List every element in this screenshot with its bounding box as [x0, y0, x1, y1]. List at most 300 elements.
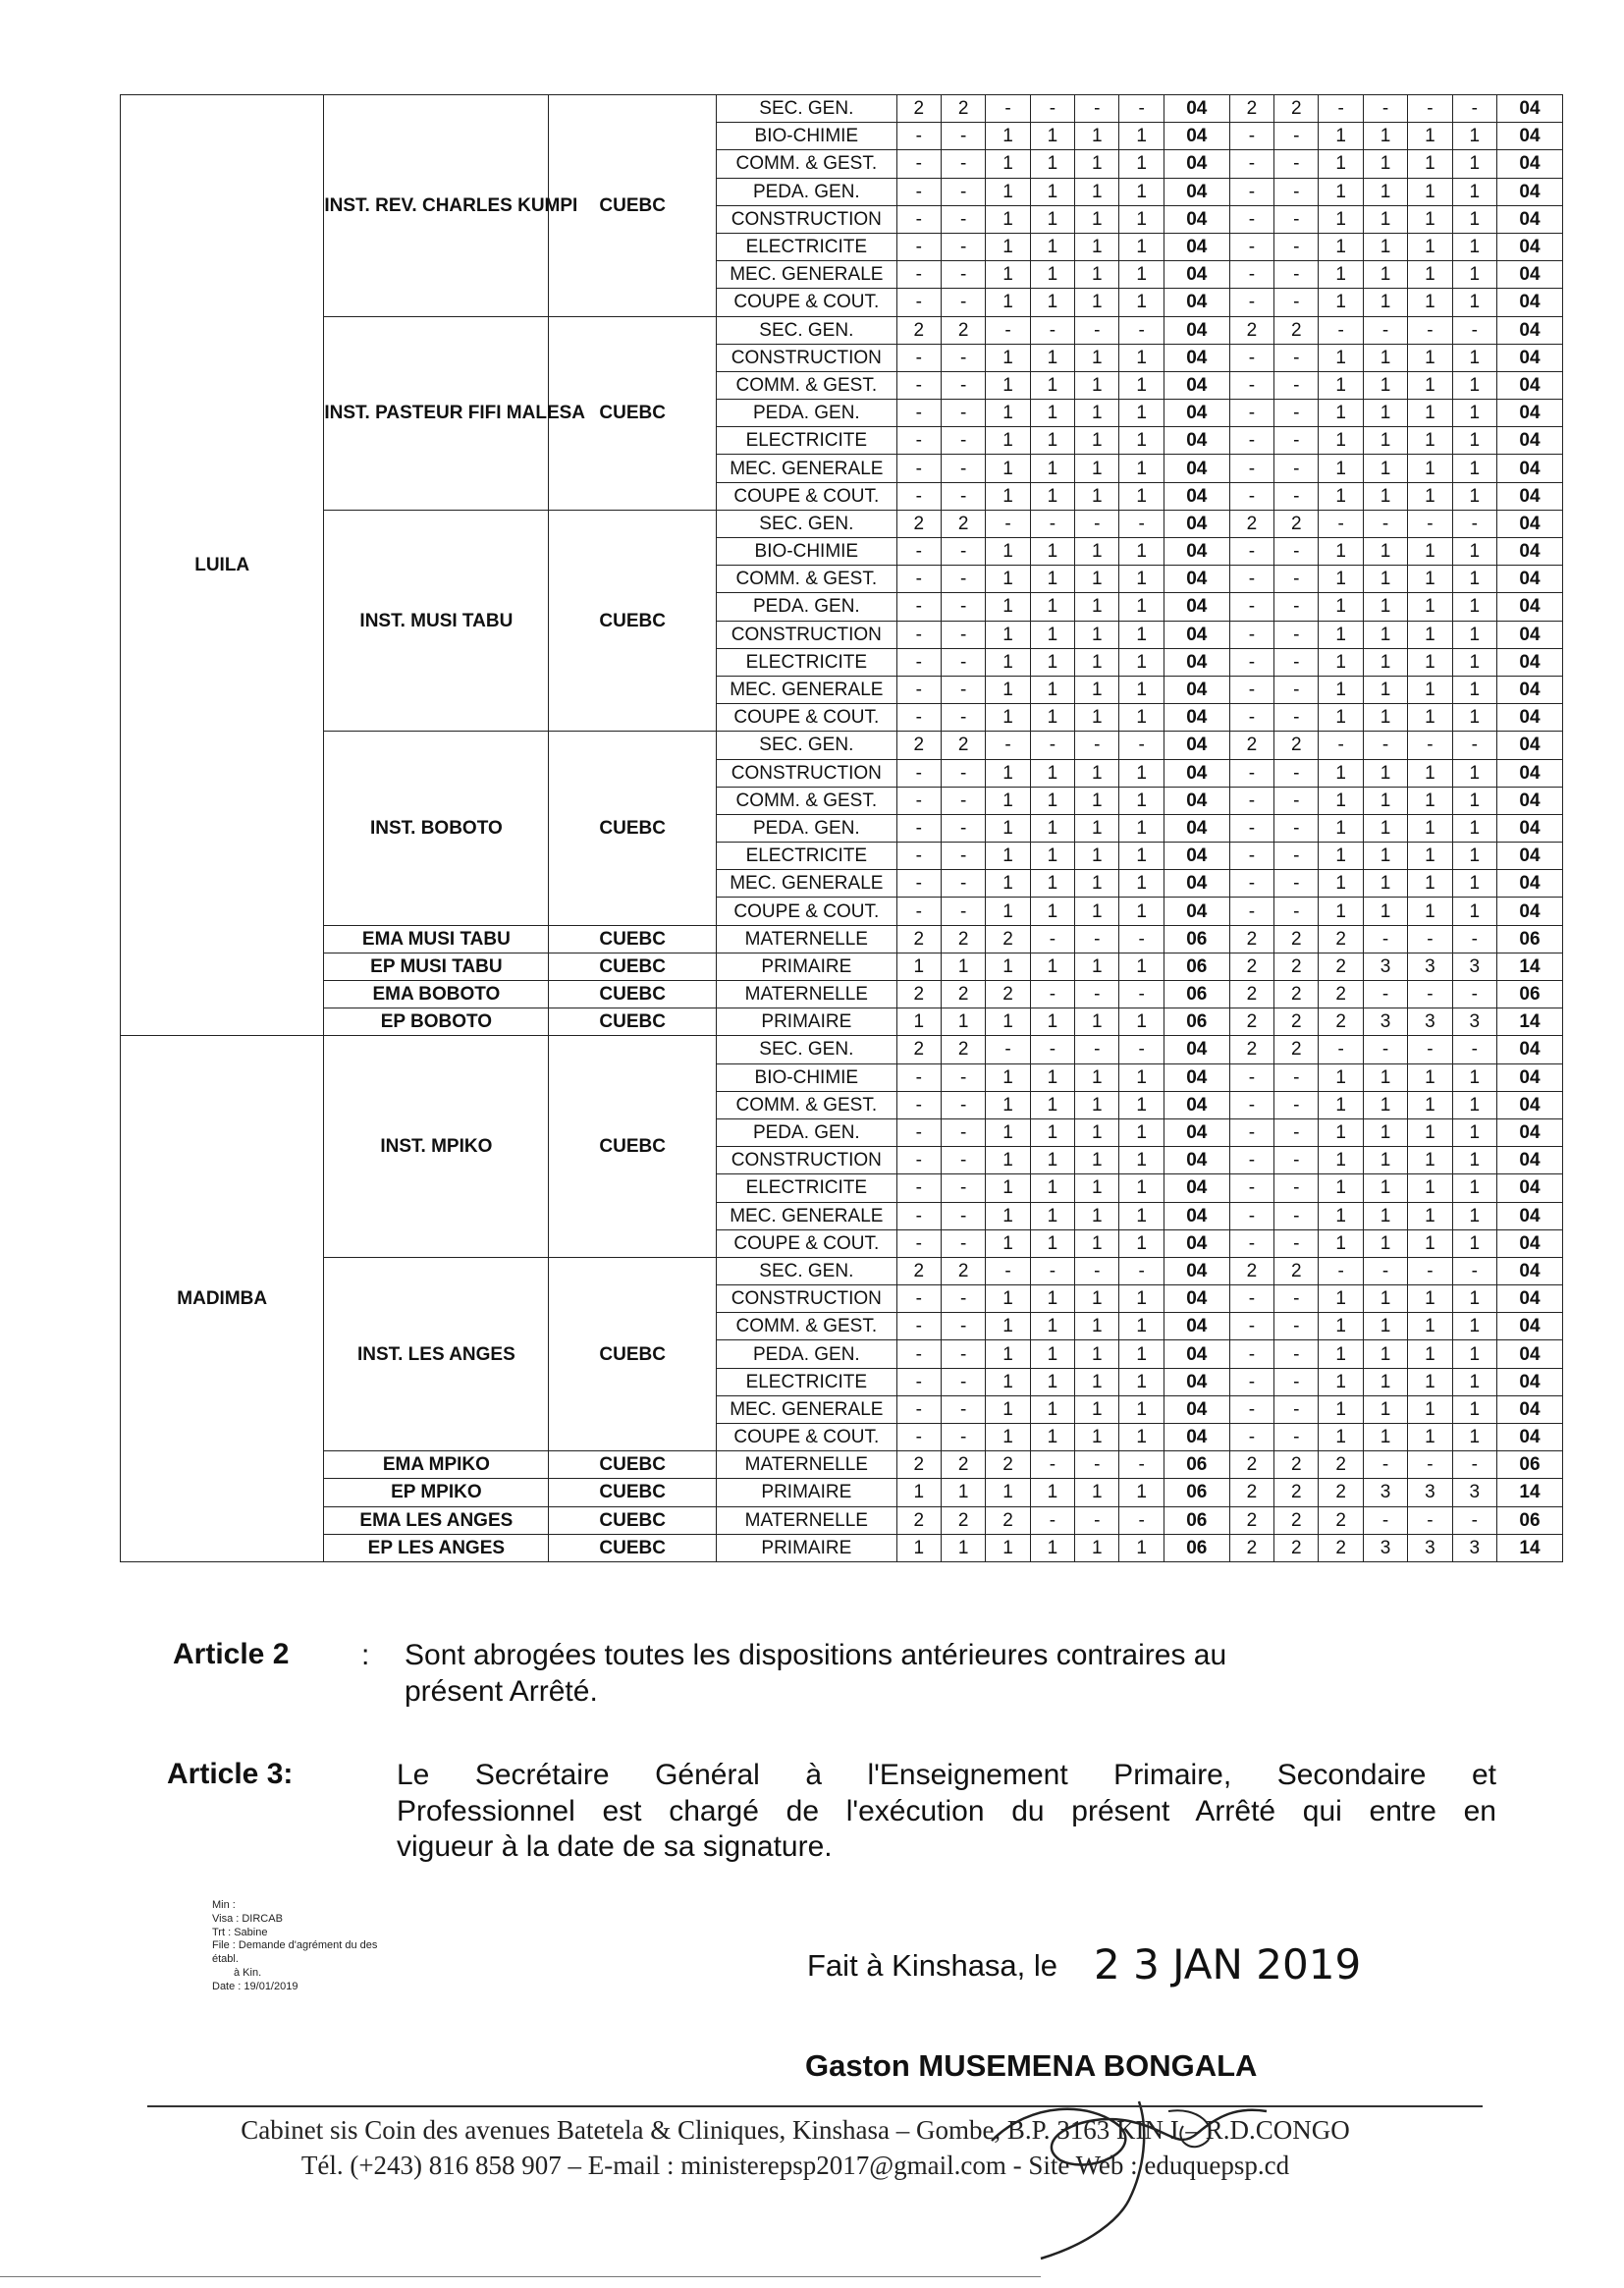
class-count-cell: 1 — [1030, 1118, 1074, 1146]
class-count-cell: 1 — [1408, 787, 1452, 814]
total-cell: 04 — [1496, 870, 1562, 898]
class-count-cell: - — [1274, 621, 1319, 648]
class-count-cell: - — [986, 1036, 1030, 1063]
total-cell: 04 — [1496, 261, 1562, 289]
class-count-cell: 1 — [1319, 371, 1363, 399]
section-cell: BIO-CHIMIE — [717, 538, 897, 566]
class-count-cell: 1 — [986, 870, 1030, 898]
class-count-cell: 1 — [1452, 205, 1496, 233]
section-cell: CONSTRUCTION — [717, 205, 897, 233]
class-count-cell: 1 — [986, 1534, 1030, 1561]
class-count-cell: - — [896, 289, 941, 316]
section-cell: PEDA. GEN. — [717, 593, 897, 621]
network-cell: CUEBC — [549, 1257, 717, 1450]
class-count-cell: - — [1274, 787, 1319, 814]
class-count-cell: 1 — [1319, 814, 1363, 842]
class-count-cell: - — [1229, 1340, 1273, 1368]
section-cell: MEC. GENERALE — [717, 455, 897, 482]
class-count-cell: 1 — [1408, 178, 1452, 205]
class-count-cell: - — [1119, 510, 1164, 537]
class-count-cell: 1 — [1075, 1174, 1119, 1202]
class-count-cell: 3 — [1408, 1008, 1452, 1036]
class-count-cell: - — [1119, 1257, 1164, 1284]
class-count-cell: 1 — [1452, 178, 1496, 205]
class-count-cell: 2 — [1274, 1479, 1319, 1506]
class-count-cell: - — [1452, 925, 1496, 953]
class-count-cell: 1 — [1452, 1174, 1496, 1202]
class-count-cell: - — [942, 400, 986, 427]
class-count-cell: - — [1229, 482, 1273, 510]
class-count-cell: 1 — [1075, 1479, 1119, 1506]
class-count-cell: - — [1274, 150, 1319, 178]
class-count-cell: 1 — [1119, 1395, 1164, 1423]
total-cell: 06 — [1164, 953, 1229, 980]
class-count-cell: - — [942, 344, 986, 371]
total-cell: 04 — [1496, 787, 1562, 814]
class-count-cell: 1 — [1363, 1395, 1407, 1423]
class-count-cell: 1 — [1452, 1063, 1496, 1091]
class-count-cell: 1 — [1119, 566, 1164, 593]
class-count-cell: - — [942, 233, 986, 260]
class-count-cell: - — [1229, 566, 1273, 593]
class-count-cell: - — [1274, 289, 1319, 316]
class-count-cell: - — [942, 870, 986, 898]
class-count-cell: - — [1030, 1036, 1074, 1063]
total-cell: 04 — [1164, 1368, 1229, 1395]
article-3-line-1: Le Secrétaire Général à l'Enseignement Primaire, Secondaire et — [397, 1759, 1496, 1791]
network-cell: CUEBC — [549, 953, 717, 980]
class-count-cell: 1 — [1030, 787, 1074, 814]
class-count-cell: 2 — [1319, 1451, 1363, 1479]
total-cell: 04 — [1496, 1174, 1562, 1202]
class-count-cell: - — [1274, 205, 1319, 233]
class-count-cell: 1 — [1030, 621, 1074, 648]
article-2-line-1: Sont abrogées toutes les dispositions antérieures contraires au — [405, 1639, 1227, 1671]
class-count-cell: - — [1363, 1506, 1407, 1534]
class-count-cell: - — [896, 371, 941, 399]
class-count-cell: 2 — [1319, 1534, 1363, 1561]
class-count-cell: 1 — [1075, 233, 1119, 260]
class-count-cell: 1 — [1452, 843, 1496, 870]
class-count-cell: 1 — [1030, 814, 1074, 842]
section-cell: ELECTRICITE — [717, 233, 897, 260]
table-row — [121, 1257, 1563, 1284]
section-cell: PEDA. GEN. — [717, 1118, 897, 1146]
class-count-cell: - — [986, 95, 1030, 123]
class-count-cell: 2 — [942, 1036, 986, 1063]
class-count-cell: 1 — [1363, 593, 1407, 621]
class-count-cell: - — [942, 427, 986, 455]
class-count-cell: - — [896, 843, 941, 870]
class-count-cell: - — [1452, 1451, 1496, 1479]
class-count-cell: - — [1363, 95, 1407, 123]
class-count-cell: 1 — [1030, 150, 1074, 178]
class-count-cell: 1 — [1119, 178, 1164, 205]
class-count-cell: 1 — [1452, 1368, 1496, 1395]
class-count-cell: - — [1452, 316, 1496, 344]
class-count-cell: - — [942, 178, 986, 205]
class-count-cell: - — [1030, 1257, 1074, 1284]
class-count-cell: - — [1229, 676, 1273, 703]
section-cell: COUPE & COUT. — [717, 482, 897, 510]
class-count-cell: 1 — [1452, 759, 1496, 787]
total-cell: 04 — [1164, 759, 1229, 787]
class-count-cell: 3 — [1408, 953, 1452, 980]
class-count-cell: - — [1408, 1506, 1452, 1534]
network-cell: CUEBC — [549, 925, 717, 953]
class-count-cell: - — [1229, 123, 1273, 150]
class-count-cell: - — [1408, 925, 1452, 953]
class-count-cell: - — [1452, 981, 1496, 1008]
class-count-cell: 1 — [1075, 1313, 1119, 1340]
class-count-cell: - — [1229, 205, 1273, 233]
class-count-cell: 1 — [1319, 1118, 1363, 1146]
class-count-cell: - — [942, 538, 986, 566]
class-count-cell: 1 — [1452, 870, 1496, 898]
class-count-cell: - — [1274, 344, 1319, 371]
total-cell: 04 — [1164, 400, 1229, 427]
class-count-cell: 1 — [1030, 898, 1074, 925]
class-count-cell: 1 — [1030, 289, 1074, 316]
class-count-cell: - — [986, 510, 1030, 537]
class-count-cell: 1 — [1408, 1424, 1452, 1451]
class-count-cell: - — [896, 1368, 941, 1395]
class-count-cell: - — [1229, 1118, 1273, 1146]
class-count-cell: 1 — [1408, 814, 1452, 842]
class-count-cell: - — [942, 150, 986, 178]
class-count-cell: 2 — [896, 925, 941, 953]
class-count-cell: 2 — [1319, 1008, 1363, 1036]
class-count-cell: - — [942, 1202, 986, 1229]
file-memo — [212, 1899, 377, 1993]
class-count-cell: 1 — [1452, 1229, 1496, 1257]
class-count-cell: - — [1363, 981, 1407, 1008]
section-cell: SEC. GEN. — [717, 510, 897, 537]
class-count-cell: 1 — [1452, 427, 1496, 455]
class-count-cell: - — [1274, 759, 1319, 787]
section-cell: MEC. GENERALE — [717, 1202, 897, 1229]
class-count-cell: 3 — [1363, 953, 1407, 980]
class-count-cell: - — [942, 1147, 986, 1174]
class-count-cell: 1 — [1452, 787, 1496, 814]
total-cell: 04 — [1496, 1313, 1562, 1340]
class-count-cell: 1 — [986, 814, 1030, 842]
class-count-cell: 3 — [1408, 1534, 1452, 1561]
class-count-cell: - — [942, 1424, 986, 1451]
class-count-cell: 1 — [1408, 593, 1452, 621]
class-count-cell: - — [1229, 150, 1273, 178]
class-count-cell: - — [1075, 981, 1119, 1008]
class-count-cell: 1 — [1030, 648, 1074, 676]
class-count-cell: 1 — [1075, 566, 1119, 593]
class-count-cell: 1 — [1363, 648, 1407, 676]
class-count-cell: 1 — [1119, 400, 1164, 427]
total-cell: 06 — [1164, 1506, 1229, 1534]
class-count-cell: 2 — [1274, 953, 1319, 980]
class-count-cell: 1 — [986, 1147, 1030, 1174]
class-count-cell: - — [1075, 95, 1119, 123]
class-count-cell: 2 — [1229, 1506, 1273, 1534]
table-row — [121, 1008, 1563, 1036]
class-count-cell: 1 — [1075, 1008, 1119, 1036]
class-count-cell: - — [1229, 759, 1273, 787]
total-cell: 04 — [1164, 1285, 1229, 1313]
class-count-cell: 1 — [1363, 1229, 1407, 1257]
total-cell: 04 — [1496, 95, 1562, 123]
class-count-cell: - — [942, 759, 986, 787]
class-count-cell: - — [1274, 870, 1319, 898]
class-count-cell: 1 — [1408, 648, 1452, 676]
class-count-cell: 1 — [1408, 1091, 1452, 1118]
class-count-cell: 1 — [1408, 205, 1452, 233]
class-count-cell: - — [942, 676, 986, 703]
class-count-cell: 1 — [1408, 1147, 1452, 1174]
memo-line: à Kin. — [234, 1966, 262, 1979]
class-count-cell: - — [896, 150, 941, 178]
network-cell: CUEBC — [549, 981, 717, 1008]
total-cell: 04 — [1164, 732, 1229, 759]
class-count-cell: 1 — [1119, 205, 1164, 233]
class-count-cell: 1 — [1119, 648, 1164, 676]
class-count-cell: 1 — [1408, 1285, 1452, 1313]
class-count-cell: 1 — [1030, 843, 1074, 870]
class-count-cell: - — [896, 233, 941, 260]
class-count-cell: - — [1075, 316, 1119, 344]
section-cell: MATERNELLE — [717, 1451, 897, 1479]
class-count-cell: 2 — [896, 1506, 941, 1534]
total-cell: 04 — [1164, 704, 1229, 732]
class-count-cell: - — [1119, 732, 1164, 759]
class-count-cell: - — [1274, 566, 1319, 593]
class-count-cell: 1 — [1030, 1285, 1074, 1313]
class-count-cell: 1 — [1030, 400, 1074, 427]
class-count-cell: - — [942, 205, 986, 233]
total-cell: 06 — [1164, 925, 1229, 953]
school-name-cell: INST. PASTEUR FIFI MALESA — [324, 316, 549, 510]
section-cell: CONSTRUCTION — [717, 344, 897, 371]
class-count-cell: - — [1319, 732, 1363, 759]
total-cell: 06 — [1496, 981, 1562, 1008]
total-cell: 04 — [1496, 704, 1562, 732]
class-count-cell: 1 — [1363, 1202, 1407, 1229]
class-count-cell: 1 — [1408, 1118, 1452, 1146]
class-count-cell: 1 — [1119, 1340, 1164, 1368]
school-name-cell: INST. MPIKO — [324, 1036, 549, 1258]
class-count-cell: - — [1274, 1395, 1319, 1423]
class-count-cell: 1 — [1075, 205, 1119, 233]
class-count-cell: - — [1229, 289, 1273, 316]
section-cell: SEC. GEN. — [717, 95, 897, 123]
class-count-cell: 1 — [1319, 898, 1363, 925]
class-count-cell: 1 — [1408, 676, 1452, 703]
class-count-cell: - — [1274, 1118, 1319, 1146]
total-cell: 06 — [1496, 1506, 1562, 1534]
section-cell: MATERNELLE — [717, 981, 897, 1008]
class-count-cell: - — [896, 898, 941, 925]
class-count-cell: - — [942, 1285, 986, 1313]
region-cell: MADIMBA — [121, 1036, 324, 1562]
class-count-cell: 1 — [1030, 1313, 1074, 1340]
section-cell: PEDA. GEN. — [717, 178, 897, 205]
class-count-cell: - — [1363, 1451, 1407, 1479]
class-count-cell: 1 — [1030, 1395, 1074, 1423]
table-row — [121, 95, 1563, 123]
class-count-cell: 1 — [1319, 676, 1363, 703]
total-cell: 04 — [1164, 316, 1229, 344]
section-cell: PEDA. GEN. — [717, 814, 897, 842]
class-count-cell: 1 — [1075, 621, 1119, 648]
total-cell: 06 — [1164, 1534, 1229, 1561]
class-count-cell: - — [1030, 1451, 1074, 1479]
section-cell: COUPE & COUT. — [717, 1424, 897, 1451]
memo-line: établ. — [212, 1953, 239, 1965]
article-3-text — [397, 1758, 1496, 1866]
total-cell: 04 — [1164, 787, 1229, 814]
total-cell: 04 — [1164, 123, 1229, 150]
class-count-cell: - — [986, 732, 1030, 759]
class-count-cell: 1 — [1452, 233, 1496, 260]
class-count-cell: 1 — [1075, 371, 1119, 399]
total-cell: 04 — [1164, 95, 1229, 123]
class-count-cell: 1 — [1319, 205, 1363, 233]
class-count-cell: 1 — [1363, 344, 1407, 371]
total-cell: 04 — [1164, 510, 1229, 537]
class-count-cell: 1 — [1363, 870, 1407, 898]
class-count-cell: 1 — [1363, 400, 1407, 427]
class-count-cell: 2 — [1274, 1506, 1319, 1534]
memo-line: Min : — [212, 1899, 236, 1911]
class-count-cell: - — [942, 1118, 986, 1146]
class-count-cell: 3 — [1363, 1479, 1407, 1506]
class-count-cell: - — [1119, 925, 1164, 953]
class-count-cell: 1 — [1319, 538, 1363, 566]
class-count-cell: 1 — [1363, 233, 1407, 260]
class-count-cell: - — [1319, 1257, 1363, 1284]
section-cell: COMM. & GEST. — [717, 150, 897, 178]
class-count-cell: - — [1319, 510, 1363, 537]
table-row — [121, 1036, 1563, 1063]
total-cell: 04 — [1496, 732, 1562, 759]
class-count-cell: 1 — [986, 261, 1030, 289]
class-count-cell: - — [1319, 316, 1363, 344]
network-cell: CUEBC — [549, 1036, 717, 1258]
class-count-cell: 1 — [1119, 482, 1164, 510]
section-cell: COMM. & GEST. — [717, 566, 897, 593]
class-count-cell: 1 — [986, 1313, 1030, 1340]
school-name-cell: EMA LES ANGES — [324, 1506, 549, 1534]
class-count-cell: - — [1030, 316, 1074, 344]
class-count-cell: - — [1408, 95, 1452, 123]
class-count-cell: 2 — [986, 1451, 1030, 1479]
class-count-cell: 1 — [1363, 704, 1407, 732]
school-name-cell: EP MUSI TABU — [324, 953, 549, 980]
class-count-cell: - — [1229, 178, 1273, 205]
class-count-cell: 1 — [1119, 123, 1164, 150]
class-count-cell: 1 — [1319, 1395, 1363, 1423]
class-count-cell: - — [1274, 261, 1319, 289]
class-count-cell: - — [896, 455, 941, 482]
class-count-cell: - — [1229, 1424, 1273, 1451]
class-count-cell: - — [1274, 1368, 1319, 1395]
class-count-cell: 1 — [1363, 538, 1407, 566]
class-count-cell: - — [1319, 95, 1363, 123]
class-count-cell: 1 — [1119, 1174, 1164, 1202]
class-count-cell: - — [1229, 787, 1273, 814]
class-count-cell: - — [1319, 1036, 1363, 1063]
school-name-cell: EMA MUSI TABU — [324, 925, 549, 953]
class-count-cell: 1 — [986, 482, 1030, 510]
class-count-cell: 1 — [1408, 1063, 1452, 1091]
class-count-cell: 1 — [1030, 593, 1074, 621]
class-count-cell: 1 — [1408, 261, 1452, 289]
class-count-cell: - — [1119, 1506, 1164, 1534]
class-count-cell: 2 — [1229, 1008, 1273, 1036]
class-count-cell: 1 — [1319, 648, 1363, 676]
class-count-cell: 1 — [1075, 1229, 1119, 1257]
class-count-cell: 1 — [1363, 759, 1407, 787]
class-count-cell: 1 — [1452, 123, 1496, 150]
total-cell: 04 — [1164, 1257, 1229, 1284]
class-count-cell: - — [1274, 371, 1319, 399]
class-count-cell: 1 — [942, 1534, 986, 1561]
class-count-cell: 1 — [1319, 704, 1363, 732]
total-cell: 14 — [1496, 1534, 1562, 1561]
total-cell: 04 — [1164, 1202, 1229, 1229]
class-count-cell: - — [896, 1340, 941, 1368]
class-count-cell: 1 — [1319, 400, 1363, 427]
class-count-cell: - — [1274, 1285, 1319, 1313]
class-count-cell: - — [1452, 1257, 1496, 1284]
class-count-cell: 1 — [1452, 482, 1496, 510]
section-cell: MATERNELLE — [717, 925, 897, 953]
class-count-cell: 2 — [986, 925, 1030, 953]
section-cell: CONSTRUCTION — [717, 1147, 897, 1174]
class-count-cell: 1 — [1452, 344, 1496, 371]
class-count-cell: 1 — [1075, 787, 1119, 814]
total-cell: 04 — [1496, 510, 1562, 537]
class-count-cell: 1 — [1319, 1313, 1363, 1340]
class-count-cell: 1 — [1408, 1202, 1452, 1229]
class-count-cell: 1 — [1030, 1202, 1074, 1229]
memo-line: Trt : Sabine — [212, 1926, 268, 1938]
table-row — [121, 510, 1563, 537]
class-count-cell: - — [1408, 1257, 1452, 1284]
class-count-cell: 1 — [1075, 1118, 1119, 1146]
class-count-cell: 1 — [1119, 371, 1164, 399]
class-count-cell: - — [1274, 1091, 1319, 1118]
class-count-cell: - — [942, 1091, 986, 1118]
network-cell: CUEBC — [549, 95, 717, 317]
class-count-cell: - — [1452, 95, 1496, 123]
class-count-cell: - — [896, 787, 941, 814]
class-count-cell: - — [896, 1118, 941, 1146]
class-count-cell: 1 — [1408, 371, 1452, 399]
network-cell: CUEBC — [549, 1451, 717, 1479]
class-count-cell: 3 — [1363, 1534, 1407, 1561]
table-row — [121, 1534, 1563, 1561]
total-cell: 04 — [1164, 843, 1229, 870]
class-count-cell: 1 — [1319, 566, 1363, 593]
class-count-cell: 1 — [1030, 455, 1074, 482]
class-count-cell: 1 — [1363, 205, 1407, 233]
class-count-cell: 2 — [1274, 95, 1319, 123]
class-count-cell: - — [942, 289, 986, 316]
total-cell: 04 — [1496, 676, 1562, 703]
class-count-cell: 1 — [986, 1424, 1030, 1451]
class-count-cell: 1 — [1363, 843, 1407, 870]
class-count-cell: 1 — [1119, 953, 1164, 980]
class-count-cell: 1 — [986, 704, 1030, 732]
